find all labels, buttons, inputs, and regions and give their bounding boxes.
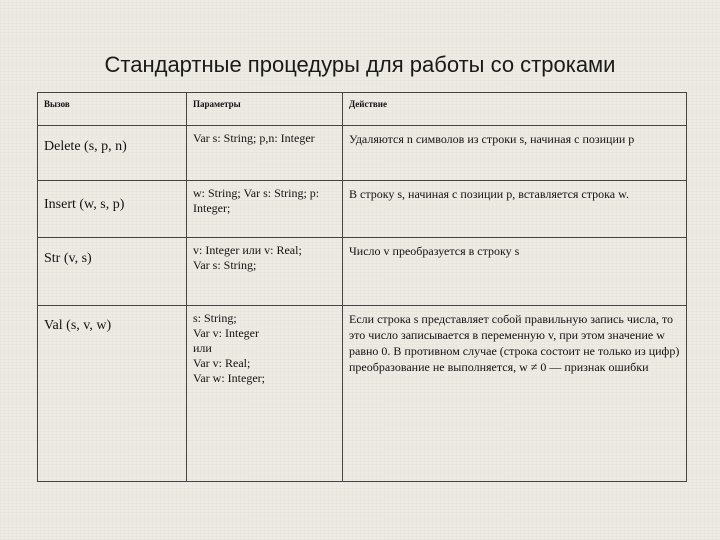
header-action: Действие	[343, 93, 687, 126]
cell-action: Удаляются n символов из строки s, начиная с позиции p	[343, 125, 687, 180]
table-row	[38, 238, 687, 306]
cell-params: w: String; Var s: String; p: Integer;	[187, 180, 343, 237]
cell-params: v: Integer или v: Real; Var s: String;	[187, 238, 343, 306]
table-row	[38, 180, 687, 237]
header-call: Вызов	[38, 93, 187, 126]
cell-action: В строку s, начиная с позиции p, вставляется строка w.	[343, 180, 687, 237]
cell-call: Insert (w, s, p)	[38, 180, 187, 237]
page-title: Стандартные процедуры для работы со строками	[104, 52, 616, 77]
table-row	[38, 306, 687, 482]
table-header-row	[38, 93, 687, 126]
cell-params: s: String; Var v: Integer или Var v: Real; Var w: Integer;	[187, 306, 343, 482]
header-params: Параметры	[187, 93, 343, 126]
cell-call: Val (s, v, w)	[38, 306, 187, 482]
cell-action: Число v преобразуется в строку s	[343, 238, 687, 306]
cell-call: Str (v, s)	[38, 238, 187, 306]
cell-call: Delete (s, p, n)	[38, 125, 187, 180]
cell-action: Если строка s представляет собой правильную запись числа, то это число записывается в переменную v, при этом значение w равно 0. В противном случае (строка состоит не только из цифр) преобразование не выполняется, w ≠ 0 — признак ошибки	[343, 306, 687, 482]
cell-params: Var s: String; p,n: Integer	[187, 125, 343, 180]
procedures-table	[37, 92, 687, 482]
table-row	[38, 125, 687, 180]
